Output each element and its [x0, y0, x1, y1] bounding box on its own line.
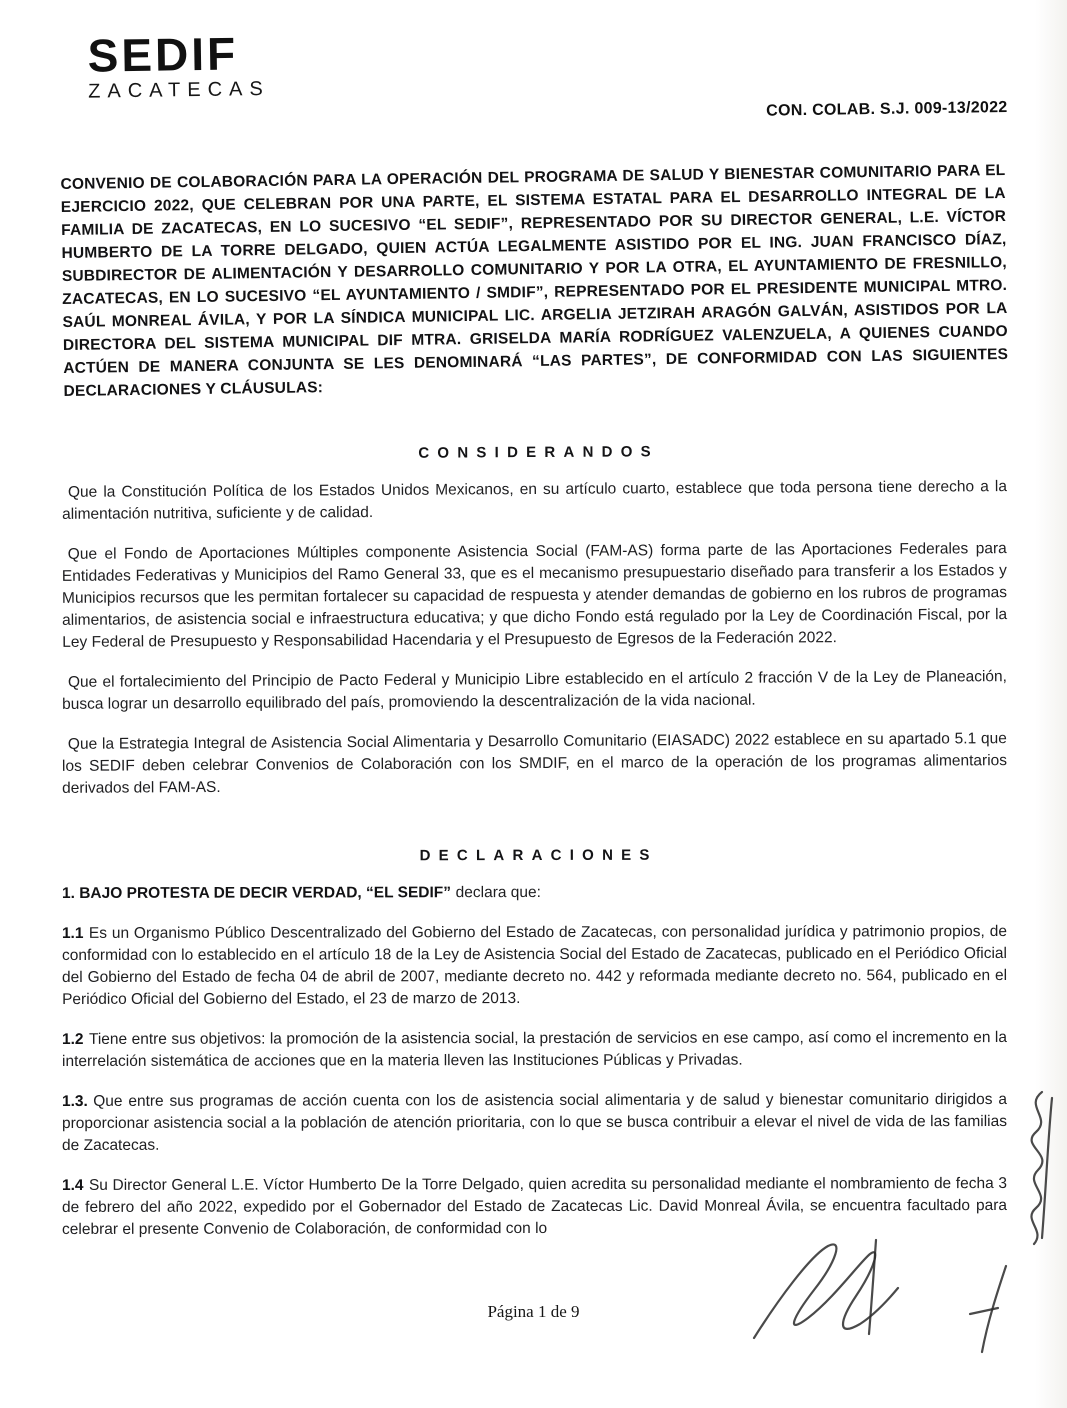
declaration-item-1	[62, 921, 1007, 1011]
handwritten-signature-margin-icon	[1008, 1088, 1067, 1253]
intro-paragraph: CONVENIO DE COLABORACIÓN PARA LA OPERACIÓN DEL PROGRAMA DE SALUD Y BIENESTAR COMUNITARIO PARA EL EJERCICIO 2022, QUE CELEBRAN POR UNA PARTE, EL SISTEMA ESTATAL PARA EL DESARROLLO INTEGRAL DE LA FAMILIA DE ZACATECAS, EN LO SUCESIVO “EL SEDIF”, REPRESENTADO POR SU DIRECTOR GENERAL, L.E. VÍCTOR HUMBERTO DE LA TORRE DELGADO, QUIEN ACTÚA LEGALMENTE ASISTIDO POR EL ING. JUAN FRANCISCO DÍAZ, SUBDIRECTOR DE ALIMENTACIÓN Y DESARROLLO COMUNITARIO Y POR LA OTRA, EL AYUNTAMIENTO DE FRESNILLO, ZACATECAS, EN LO SUCESIVO “EL AYUNTAMIENTO / SMDIF”, REPRESENTADO POR EL PRESIDENTE MUNICIPAL MTRO. SAÚL MONREAL ÁVILA, Y POR LA SÍNDICA MUNICIPAL LIC. ARGELIA JETZIRAH ARAGÓN GALVÁN, ASISTIDOS POR LA DIRECTORA DEL SISTEMA MUNICIPAL DIF MTRA. GRISELDA MARÍA RODRÍGUEZ VALENZUELA, A QUIENES CUANDO ACTÚEN DE MANERA CONJUNTA SE LES DENOMINARÁ “LAS PARTES”, DE CONFORMIDAD CON LAS SIGUIENTES DECLARACIONES Y CLÁUSULAS:	[60, 162, 1009, 400]
declaration-number: 1.2	[61, 1030, 84, 1048]
declaration-number: 1.3.	[61, 1092, 88, 1110]
page-number: Página 1 de 9	[487, 1302, 580, 1321]
handwritten-signature-right-icon	[962, 1262, 1032, 1362]
considerandos-heading: CONSIDERANDOS	[418, 443, 659, 462]
considerando-paragraph-1: Que la Constitución Política de los Estados Unidos Mexicanos, en su artículo cuarto, establece que toda persona tiene derecho a la alimentación nutritiva, suficiente y de calidad.	[62, 478, 1007, 523]
declaration-text: Tiene entre sus objetivos: la promoción de la asistencia social, la prestación de servicios en ese campo, así como el incremento en la interrelación sistemática de acciones que en la materia lleven las Instituciones Públicas y Privadas.	[62, 1029, 1007, 1070]
declaraciones-lead-rest: declara que:	[455, 883, 541, 902]
sedif-logo	[87, 27, 270, 103]
considerando-paragraph-2: Que el Fondo de Aportaciones Múltiples componente Asistencia Social (FAM-AS) forma parte de las Aportaciones Federales para Entidades Federativas y Municipios del Ramo General 33, que es el mecanismo presupuestario diseñado para transferir a los Estados y Municipios recursos que les permitan fortalecer su capacidad de respuesta y atender demandas de gobierno en los rubros de programas alimentarios, de asistencia social e infraestructura educativa; y que dicho Fondo está regulado por la Ley de Coordinación Fiscal, por la Ley Federal de Presupuesto y Responsabilidad Hacendaria y el Presupuesto de Egresos de la Federación 2022.	[61, 540, 1008, 651]
declaration-item-2	[62, 1027, 1007, 1073]
document-header	[61, 19, 1007, 129]
declaraciones-lead-bold: 1. BAJO PROTESTA DE DECIR VERDAD, “EL SEDIF”	[61, 884, 452, 902]
handwritten-signature-center-icon	[748, 1238, 918, 1358]
considerando-paragraph-3: Que el fortalecimiento del Principio de Pacto Federal y Municipio Libre establecido en el artículo 2 fracción V de la Ley de Planeación, busca lograr un desarrollo equilibrado del país, promoviendo la descentralización de la vida nacional.	[62, 668, 1007, 713]
declaration-number: 1.4	[61, 1176, 84, 1194]
document-reference: CON. COLAB. S.J. 009-13/2022	[766, 98, 1008, 120]
logo-subtitle: ZACATECAS	[88, 77, 270, 103]
declaration-item-3	[62, 1089, 1007, 1157]
declaration-item-4	[62, 1173, 1007, 1241]
declaration-text: Es un Organismo Público Descentralizado del Gobierno del Estado de Zacatecas, con personalidad jurídica y patrimonio propios, de conformidad con lo establecido en el artículo 18 de la Ley de Asistencia Social del Estado de Zacatecas, publicado en el Periódico Oficial del Gobierno del Estado de fecha 04 de abril de 2007, mediante decreto no. 442 y reformada mediante decreto no. 564, publicado en el Periódico Oficial del Gobierno del Estado, el 23 de marzo de 2013.	[61, 923, 1008, 1008]
logo-title: SEDIF	[87, 27, 239, 82]
considerando-paragraph-4: Que la Estrategia Integral de Asistencia Social Alimentaria y Desarrollo Comunitario (EIASADC) 2022 establece en su apartado 5.1 que los SEDIF deben celebrar Convenios de Colaboración con los SMDIF, en el marco de la operación de los programas alimentarios derivados del FAM-AS.	[61, 730, 1008, 797]
declaraciones-lead	[62, 881, 1007, 905]
declaration-number: 1.1	[61, 924, 84, 942]
declaration-text: Su Director General L.E. Víctor Humberto De la Torre Delgado, quien acredita su personalidad mediante el nombramiento de fecha 3 de febrero del año 2022, expedido por el Gobernador del Estado de Zacatecas Lic. David Monreal Ávila, se encuentra facultado para celebrar el presente Convenio de Colaboración, de conformidad con lo	[61, 1175, 1008, 1238]
declaration-text: Que entre sus programas de acción cuenta con los de asistencia social alimentaria y de salud y bienestar comunitario dirigidos a proporcionar asistencia social a la población de atención prioritaria, con lo que se busca contribuir a elevar el nivel de vida de las familias de Zacatecas.	[61, 1091, 1008, 1154]
declaraciones-heading: DECLARACIONES	[419, 846, 658, 865]
